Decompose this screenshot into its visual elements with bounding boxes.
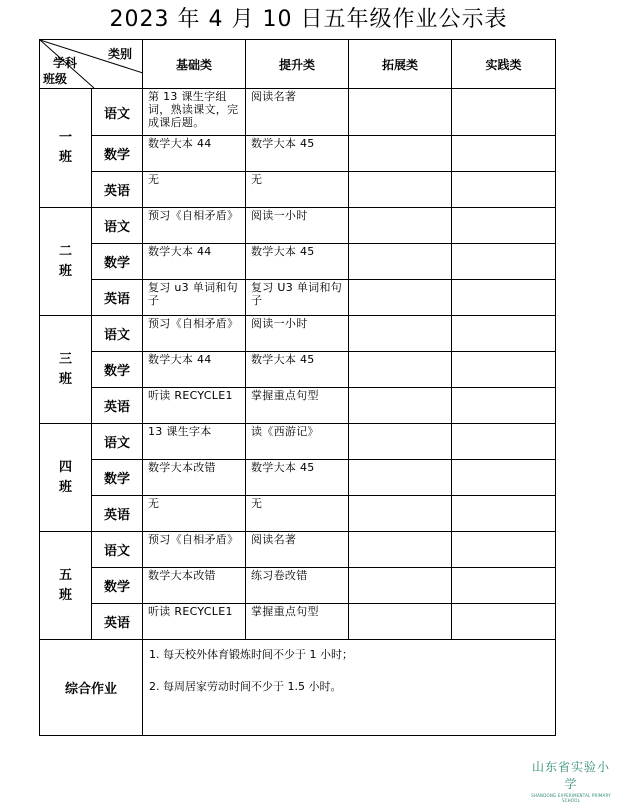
basic-homework-cell: 数学大本改错 (143, 568, 246, 604)
improve-homework-cell: 掌握重点句型 (246, 388, 349, 424)
subject-label: 英语 (92, 496, 143, 532)
class-label (40, 532, 92, 640)
subject-label: 数学 (92, 244, 143, 280)
extend-homework-cell (349, 136, 452, 172)
improve-homework-cell: 数学大本 45 (246, 460, 349, 496)
basic-homework-cell: 听读 RECYCLE1 (143, 388, 246, 424)
improve-homework-cell: 阅读名著 (246, 89, 349, 136)
practice-homework-cell (452, 244, 556, 280)
class-label-suffix: 班 (58, 263, 72, 279)
summary-row (40, 640, 556, 736)
extend-homework-cell (349, 89, 452, 136)
subject-label: 英语 (92, 604, 143, 640)
table-row (40, 352, 556, 388)
table-row (40, 208, 556, 244)
practice-homework-cell (452, 460, 556, 496)
basic-homework-cell: 预习《自相矛盾》 (143, 316, 246, 352)
table-row (40, 89, 556, 136)
basic-homework-cell: 复习 u3 单词和句子 (143, 280, 246, 316)
header-row (40, 40, 556, 89)
basic-homework-cell: 预习《自相矛盾》 (143, 532, 246, 568)
table-row (40, 388, 556, 424)
class-label-number: 二 (58, 243, 72, 259)
improve-homework-cell: 练习卷改错 (246, 568, 349, 604)
subject-label: 数学 (92, 568, 143, 604)
table-row (40, 424, 556, 460)
subject-label: 英语 (92, 280, 143, 316)
improve-homework-cell: 阅读一小时 (246, 316, 349, 352)
class-label-suffix: 班 (58, 150, 72, 165)
practice-homework-cell (452, 604, 556, 640)
column-header-basic: 基础类 (143, 40, 246, 89)
subject-label: 数学 (92, 136, 143, 172)
extend-homework-cell (349, 280, 452, 316)
table-row (40, 316, 556, 352)
basic-homework-cell: 13 课生字本 (143, 424, 246, 460)
practice-homework-cell (452, 352, 556, 388)
extend-homework-cell (349, 424, 452, 460)
class-label-number: 五 (58, 567, 72, 583)
basic-homework-cell: 听读 RECYCLE1 (143, 604, 246, 640)
class-label (40, 424, 92, 532)
basic-homework-cell: 数学大本 44 (143, 244, 246, 280)
improve-homework-cell: 读《西游记》 (246, 424, 349, 460)
improve-homework-cell: 阅读名著 (246, 532, 349, 568)
practice-homework-cell (452, 136, 556, 172)
extend-homework-cell (349, 316, 452, 352)
table-row (40, 172, 556, 208)
class-label-suffix: 班 (58, 479, 72, 495)
column-header-improve: 提升类 (246, 40, 349, 89)
practice-homework-cell (452, 316, 556, 352)
improve-homework-cell: 掌握重点句型 (246, 604, 349, 640)
table-row (40, 496, 556, 532)
table-row (40, 532, 556, 568)
practice-homework-cell (452, 568, 556, 604)
basic-homework-cell: 无 (143, 496, 246, 532)
class-label (40, 316, 92, 424)
basic-homework-cell: 数学大本 44 (143, 136, 246, 172)
class-label-suffix: 班 (58, 587, 72, 603)
table-row (40, 244, 556, 280)
table-row (40, 280, 556, 316)
extend-homework-cell (349, 460, 452, 496)
corner-cell (40, 40, 143, 89)
practice-homework-cell (452, 172, 556, 208)
extend-homework-cell (349, 352, 452, 388)
basic-homework-cell: 数学大本改错 (143, 460, 246, 496)
basic-homework-cell: 数学大本 44 (143, 352, 246, 388)
improve-homework-cell: 数学大本 45 (246, 244, 349, 280)
extend-homework-cell (349, 496, 452, 532)
basic-homework-cell: 预习《自相矛盾》 (143, 208, 246, 244)
summary-content (143, 640, 556, 736)
table-row (40, 460, 556, 496)
basic-homework-cell: 无 (143, 172, 246, 208)
column-header-extend: 拓展类 (349, 40, 452, 89)
extend-homework-cell (349, 208, 452, 244)
corner-category-label: 类别 (107, 47, 132, 61)
table-row (40, 136, 556, 172)
practice-homework-cell (452, 424, 556, 460)
class-label (40, 208, 92, 316)
extend-homework-cell (349, 388, 452, 424)
subject-label: 语文 (92, 208, 143, 244)
extend-homework-cell (349, 244, 452, 280)
subject-label: 语文 (92, 532, 143, 568)
corner-class-label: 班级 (43, 72, 68, 86)
basic-homework-cell: 第 13 课生字组词，熟读课文，完成课后题。 (143, 89, 246, 136)
subject-label: 语文 (92, 424, 143, 460)
improve-homework-cell: 无 (246, 172, 349, 208)
extend-homework-cell (349, 532, 452, 568)
extend-homework-cell (349, 172, 452, 208)
improve-homework-cell: 数学大本 45 (246, 352, 349, 388)
improve-homework-cell: 数学大本 45 (246, 136, 349, 172)
homework-table (39, 39, 556, 736)
improve-homework-cell: 无 (246, 496, 349, 532)
class-label (40, 89, 92, 208)
subject-label: 语文 (92, 89, 143, 136)
subject-label: 英语 (92, 388, 143, 424)
class-label-suffix: 班 (58, 371, 72, 387)
table-row (40, 568, 556, 604)
practice-homework-cell (452, 496, 556, 532)
practice-homework-cell (452, 280, 556, 316)
improve-homework-cell: 复习 U3 单词和句子 (246, 280, 349, 316)
improve-homework-cell: 阅读一小时 (246, 208, 349, 244)
page-title: 2023 年 4 月 10 日五年级作业公示表 (109, 7, 508, 32)
practice-homework-cell (452, 89, 556, 136)
logo-text-zh: 山东省实验小学 (531, 760, 610, 791)
logo-text-en: SHANDONG EXPERIMENTAL PRIMARY SCHOOL (531, 793, 611, 803)
practice-homework-cell (452, 208, 556, 244)
subject-label: 数学 (92, 352, 143, 388)
summary-label: 综合作业 (40, 640, 143, 736)
class-label-number: 三 (58, 351, 72, 367)
class-label-number: 一 (58, 130, 72, 145)
summary-item: 1. 每天校外体育锻炼时间不少于 1 小时； (149, 648, 353, 661)
school-logo (528, 758, 614, 803)
practice-homework-cell (452, 388, 556, 424)
class-label-number: 四 (58, 459, 72, 475)
practice-homework-cell (452, 532, 556, 568)
table-row (40, 604, 556, 640)
subject-label: 数学 (92, 460, 143, 496)
subject-label: 英语 (92, 172, 143, 208)
corner-subject-label: 学科 (53, 56, 78, 70)
subject-label: 语文 (92, 316, 143, 352)
column-header-practice: 实践类 (452, 40, 556, 89)
summary-item: 2. 每周居家劳动时间不少于 1.5 小时。 (149, 680, 342, 693)
extend-homework-cell (349, 568, 452, 604)
extend-homework-cell (349, 604, 452, 640)
